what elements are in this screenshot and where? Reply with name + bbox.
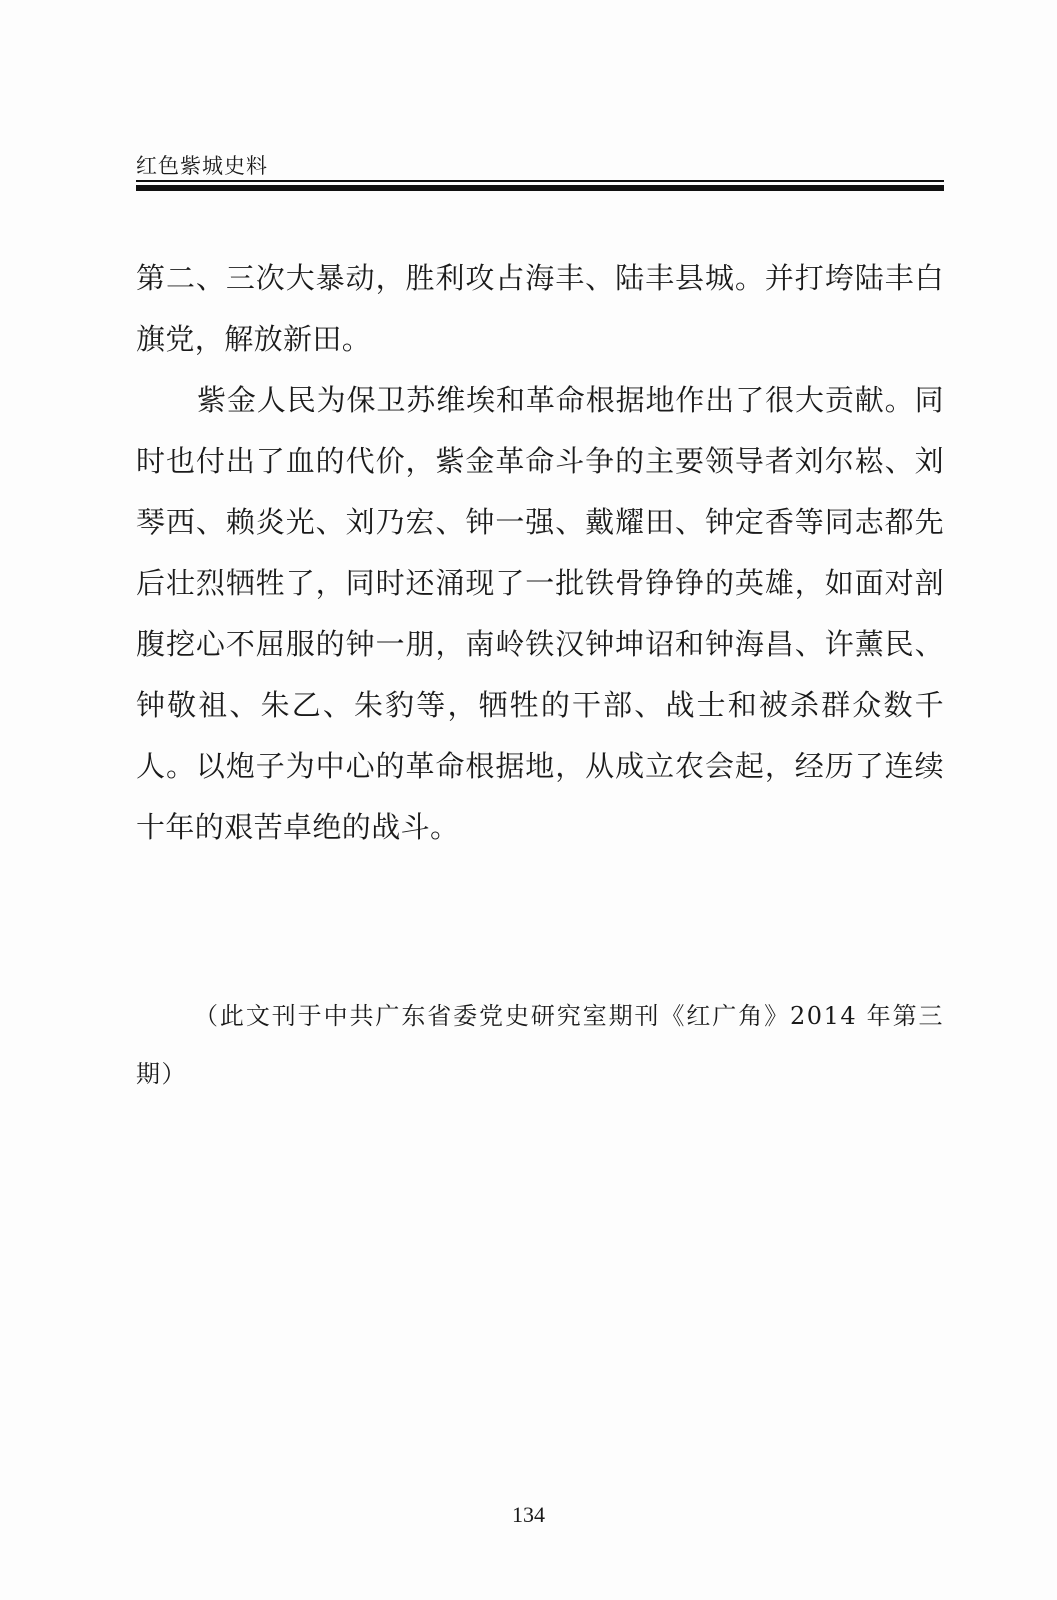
running-header: 红色紫城史料 <box>136 154 268 178</box>
header-rule-thin <box>136 180 944 182</box>
publication-note: （此文刊于中共广东省委党史研究室期刊《红广角》2014 年第三期） <box>136 1002 944 1088</box>
paragraph-main: 紫金人民为保卫苏维埃和革命根据地作出了很大贡献。同时也付出了血的代价，紫金革命斗争的主要领导者刘尔崧、刘琴西、赖炎光、刘乃宏、钟一强、戴耀田、钟定香等同志都先后壮烈牺牲了，同时还涌现了一批铁骨铮铮的英雄，如面对剖腹挖心不屈服的钟一朋，南岭铁汉钟坤诏和钟海昌、许薰民、钟敬祖、朱乙、朱豹等，牺牲的干部、战士和被杀群众数千人。以炮子为中心的革命根据地，从成立农会起，经历了连续十年的艰苦卓绝的战斗。 <box>136 383 944 844</box>
paragraph-continuation: 第二、三次大暴动，胜利攻占海丰、陆丰县城。并打垮陆丰白旗党，解放新田。 <box>136 261 944 356</box>
page-number: 134 <box>512 1502 545 1527</box>
body-text <box>136 248 944 858</box>
header-rule-thick <box>136 185 944 191</box>
